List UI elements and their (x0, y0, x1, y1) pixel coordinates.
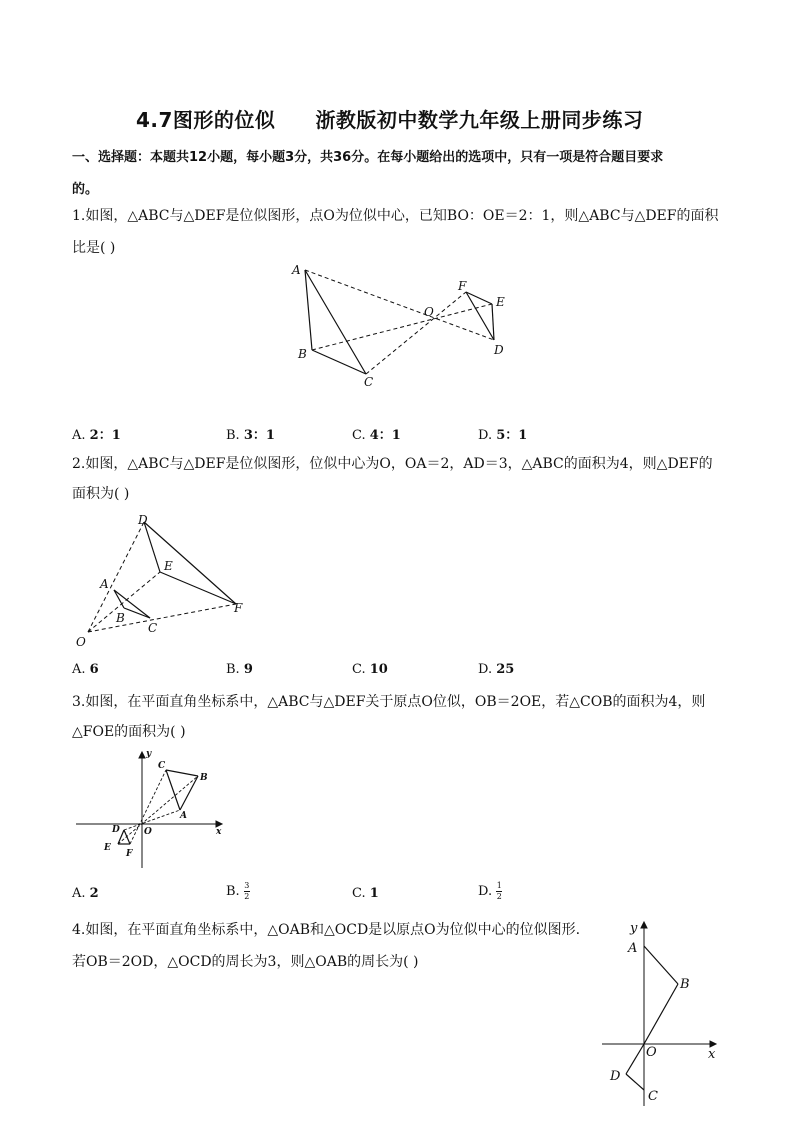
q3-seg-cb (166, 770, 198, 776)
q2-option-a[interactable]: A. 6 (72, 662, 99, 677)
q2-label-e: E (164, 559, 173, 573)
q2-dash-of (88, 604, 236, 632)
q3-label-a: A (180, 811, 187, 821)
q2-stem-line2: 面积为( ) (72, 486, 130, 502)
q4-stem-line1: 4.如图，在平面直角坐标系中，△OAB和△OCD是以原点O为位似中心的位似图形. (72, 922, 581, 938)
q3-option-b-fraction: $\frac{3}{2}$ (244, 881, 250, 901)
q1-label-d: D (494, 343, 504, 357)
q2-label-c: C (148, 621, 158, 635)
q2-label-d: D (138, 513, 148, 527)
q4-label-a: A (628, 941, 638, 956)
q1-label-c: C (364, 375, 374, 389)
q1-label-f: F (458, 279, 467, 293)
q3-seg-ba (180, 776, 198, 810)
q2-seg-ab (114, 590, 124, 608)
q1-label-o: O (424, 305, 434, 319)
q1-seg-bc (312, 350, 366, 374)
q2-seg-df (144, 522, 236, 604)
q3-label-c: C (158, 761, 166, 771)
q4-label-c: C (648, 1089, 658, 1104)
q3-option-c[interactable]: C. 1 (352, 886, 379, 901)
q1-option-c[interactable]: C. 4：1 (352, 428, 401, 443)
q2-seg-bc (124, 608, 150, 618)
q2-label-b: B (116, 611, 125, 625)
q3-label-e: E (104, 843, 111, 853)
q2-figure (70, 508, 260, 652)
q3-option-d-fraction: $\frac{1}{2}$ (496, 881, 502, 901)
q2-label-a: A (100, 577, 109, 591)
q1-seg-ac (305, 270, 366, 374)
q1-label-b: B (298, 347, 307, 361)
q3-option-a[interactable]: A. 2 (72, 886, 99, 901)
q1-stem-line1: 1.如图，△ABC与△DEF是位似图形，点O为位似中心，已知BO：OE＝2：1，则△ABC与△DEF的面积 (72, 208, 719, 224)
q3-option-d[interactable]: D. $\frac{1}{2}$ (478, 881, 502, 901)
q4-stem-line2: 若OB＝2OD，△OCD的周长为3，则△OAB的周长为( ) (72, 954, 419, 970)
q2-seg-ef (160, 572, 236, 604)
q1-label-a: A (292, 263, 301, 277)
title-left: 4.7图形的位似 (136, 108, 276, 132)
q3-option-b[interactable]: B. $\frac{3}{2}$ (226, 881, 250, 901)
q4-seg-od (626, 1044, 644, 1074)
q4-figure (598, 918, 728, 1108)
q3-label-x: x (216, 827, 222, 837)
q3-stem-line2: △FOE的面积为( ) (72, 724, 186, 740)
q3-seg-df (124, 830, 130, 844)
q1-figure (280, 258, 520, 392)
q1-option-b[interactable]: B. 3：1 (226, 428, 275, 443)
q2-stem-line1: 2.如图，△ABC与△DEF是位似图形，位似中心为O，OA＝2，AD＝3，△ABC的面积为4，则△DEF的 (72, 456, 713, 472)
q1-dash-cf (366, 292, 466, 374)
q4-seg-dc (626, 1074, 644, 1090)
q2-option-d[interactable]: D. 25 (478, 662, 515, 677)
q3-dash-da (124, 810, 180, 830)
q3-label-b: B (200, 773, 208, 783)
q3-label-f: F (126, 849, 133, 859)
q4-label-y: y (630, 921, 638, 936)
q4-label-x: x (708, 1047, 716, 1062)
title-right: 浙教版初中数学九年级上册同步练习 (315, 108, 644, 132)
q4-label-d: D (610, 1069, 621, 1084)
page-title (136, 104, 643, 133)
q3-label-y: y (146, 749, 152, 759)
q1-seg-fd (466, 292, 494, 340)
q4-y-arrow (641, 922, 647, 928)
q1-stem-line2: 比是( ) (72, 240, 116, 256)
q3-y-arrow (139, 752, 145, 758)
q3-label-o: O (144, 827, 152, 837)
q1-option-a[interactable]: A. 2：1 (72, 428, 121, 443)
q3-seg-ca (166, 770, 180, 810)
q1-seg-ed (492, 304, 494, 340)
q2-option-b[interactable]: B. 9 (226, 662, 253, 677)
q4-seg-bo (644, 984, 678, 1044)
q2-option-c[interactable]: C. 10 (352, 662, 388, 677)
q4-seg-ab (644, 946, 678, 984)
q4-label-o: O (646, 1045, 657, 1060)
section-instructions-line2: 的。 (72, 182, 99, 197)
q2-label-o: O (76, 635, 86, 649)
q1-option-d[interactable]: D. 5：1 (478, 428, 528, 443)
q4-label-b: B (680, 977, 690, 992)
q1-label-e: E (496, 295, 505, 309)
q1-seg-ab (305, 270, 312, 350)
q3-dash-eb (118, 776, 198, 844)
q3-label-d: D (112, 825, 120, 835)
q3-figure (72, 746, 232, 872)
q3-stem-line1: 3.如图，在平面直角坐标系中，△ABC与△DEF关于原点O位似，OB＝2OE，若△COB的面积为4，则 (72, 694, 706, 710)
q2-label-f: F (234, 601, 243, 615)
section-instructions-line1: 一、选择题：本题共12小题，每小题3分，共36分。在每小题给出的选项中，只有一项是符合题目要求 (72, 150, 664, 165)
